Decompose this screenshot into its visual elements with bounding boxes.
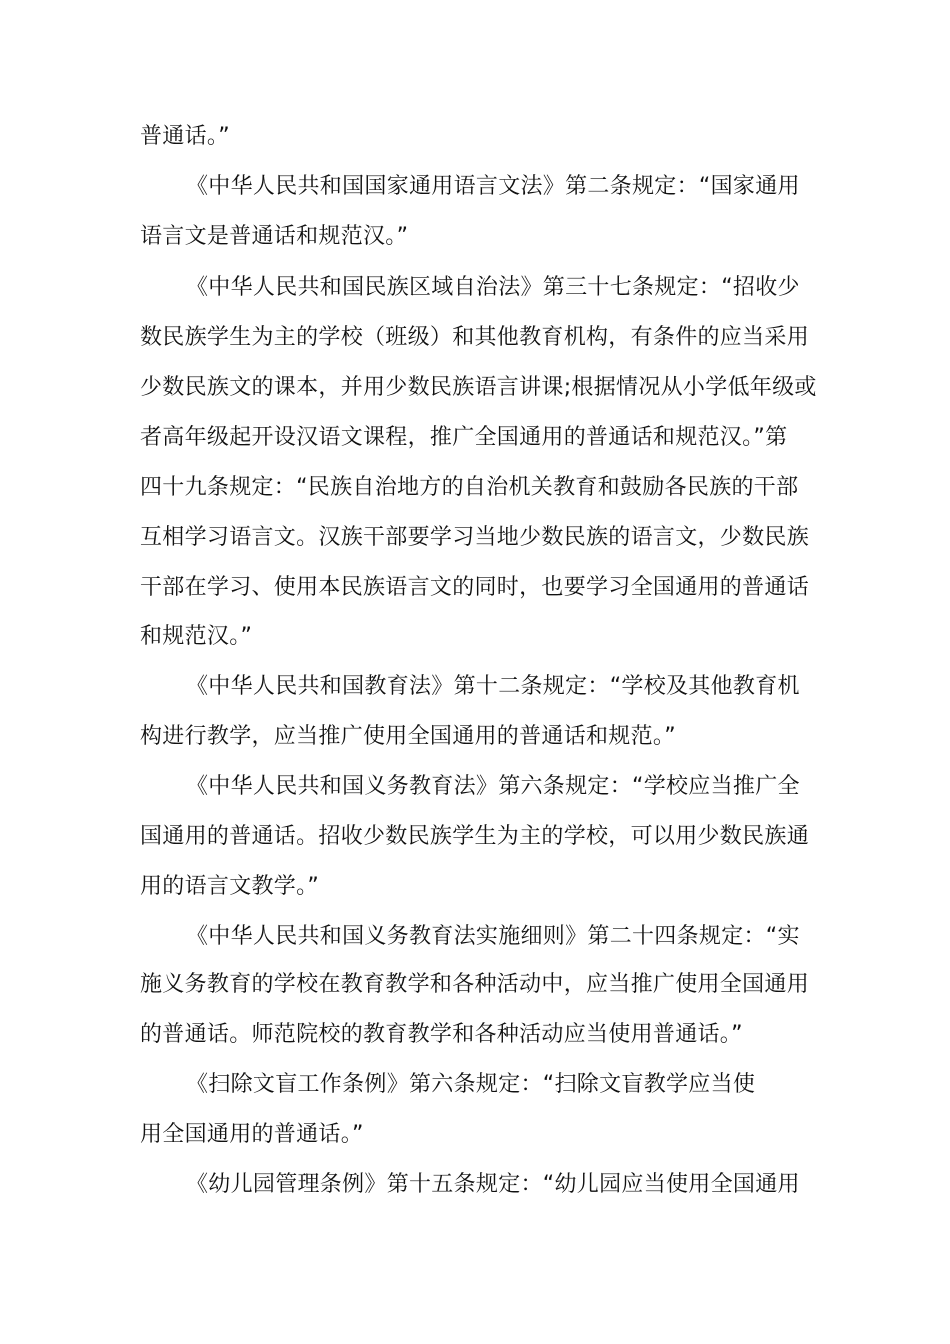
- text-line: 《扫除文盲工作条例》第六条规定：“扫除文盲教学应当使: [186, 1072, 756, 1097]
- text-line: 构进行教学，应当推广使用全国通用的普通话和规范。”: [140, 724, 676, 749]
- text-line: 数民族学生为主的学校（班级）和其他教育机构，有条件的应当采用: [140, 325, 810, 350]
- text-line: 《中华人民共和国民族区域自治法》第三十七条规定：“招收少: [186, 275, 800, 300]
- text-line: 《中华人民共和国教育法》第十二条规定：“学校及其他教育机: [186, 674, 800, 699]
- text-line: 互相学习语言文。汉族干部要学习当地少数民族的语言文，少数民族: [140, 525, 810, 550]
- text-line: 用的语言文教学。”: [140, 874, 320, 899]
- text-line: 《幼儿园管理条例》第十五条规定：“幼儿园应当使用全国通用: [186, 1172, 800, 1197]
- text-line: 少数民族文的课本，并用少数民族语言讲课;根据情况从小学低年级或: [140, 375, 817, 400]
- text-line: 和规范汉。”: [140, 624, 253, 649]
- text-line: 《中华人民共和国义务教育法》第六条规定：“学校应当推广全: [186, 774, 800, 799]
- text-line: 《中华人民共和国国家通用语言文法》第二条规定：“国家通用: [186, 174, 800, 199]
- text-line: 用全国通用的普通话。”: [140, 1122, 364, 1147]
- text-line: 的普通话。师范院校的教育教学和各种活动应当使用普通话。”: [140, 1022, 743, 1047]
- text-line: 施义务教育的学校在教育教学和各种活动中，应当推广使用全国通用: [140, 972, 810, 997]
- text-line: 者高年级起开设汉语文课程，推广全国通用的普通话和规范汉。”第: [140, 425, 788, 450]
- text-line: 语言文是普通话和规范汉。”: [140, 224, 409, 249]
- text-line: 《中华人民共和国义务教育法实施细则》第二十四条规定：“实: [186, 924, 800, 949]
- text-line: 四十九条规定：“民族自治地方的自治机关教育和鼓励各民族的干部: [140, 475, 799, 500]
- text-line: 国通用的普通话。招收少数民族学生为主的学校，可以用少数民族通: [140, 824, 810, 849]
- text-line: 普通话。”: [140, 124, 230, 149]
- text-line: 干部在学习、使用本民族语言文的同时，也要学习全国通用的普通话: [140, 575, 810, 600]
